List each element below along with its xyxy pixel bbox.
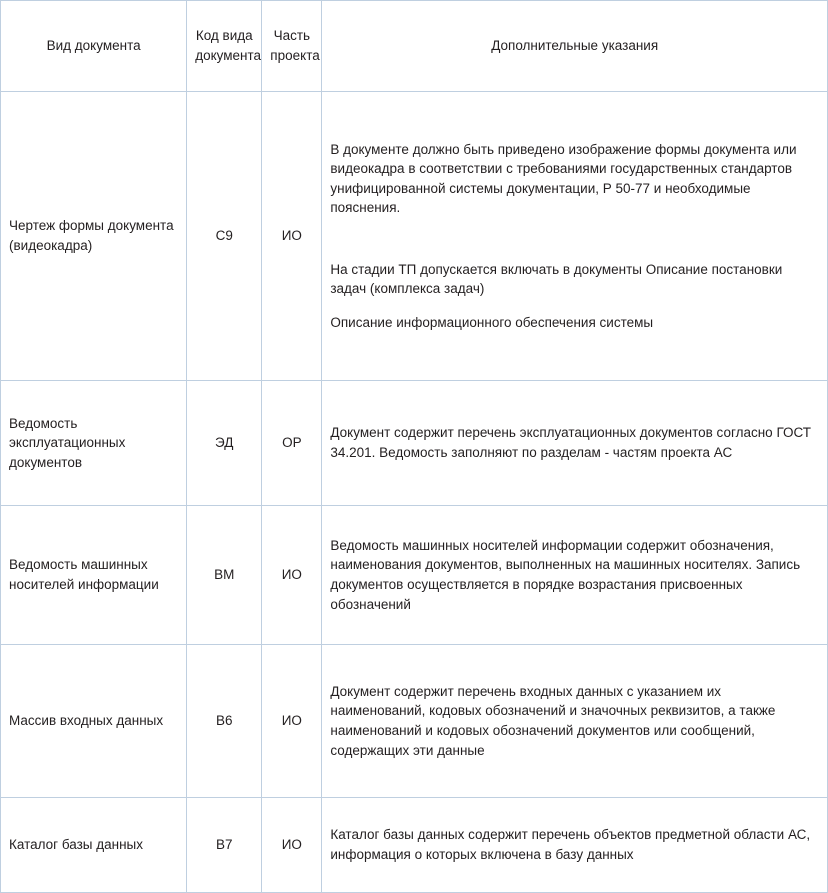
note-paragraph: Описание информационного обеспечения системы: [330, 314, 654, 330]
note-paragraph: Документ содержит перечень входных данных с указанием их наименований, кодовых обозначений и значочных реквизитов, а также наименований и кодовых обозначений документов или сообщений, содержащих эти данные: [330, 683, 776, 758]
cell-project-part: ОР: [262, 381, 322, 506]
cell-document-type: Массив входных данных: [1, 645, 187, 798]
table-header-row: [1, 1, 828, 92]
note-paragraph: В документе должно быть приведено изображение формы документа или видеокадра в соответствии с требованиями государственных стандартов унифицированной системы документации, Р 50-77 и необходимые пояснения.: [330, 141, 797, 216]
column-header-notes: Дополнительные указания: [322, 1, 828, 92]
cell-additional-notes: [322, 506, 828, 645]
cell-document-code: ВМ: [187, 506, 262, 645]
note-paragraph: Каталог базы данных содержит перечень объектов предметной области АС, информация о которых включена в базу данных: [330, 827, 811, 862]
cell-document-type: Ведомость машинных носителей информации: [1, 506, 187, 645]
cell-project-part: ИО: [262, 92, 322, 381]
cell-additional-notes: [322, 645, 828, 798]
cell-additional-notes: [322, 92, 828, 381]
cell-project-part: ИО: [262, 798, 322, 893]
table-row: [1, 381, 828, 506]
note-paragraph: Ведомость машинных носителей информации содержит обозначения, наименования документов, выполненных на машинных носителях. Запись документов осуществляется в порядке возрастания присвоенных обозначений: [330, 537, 801, 612]
column-header-code: Код вида документа: [187, 1, 262, 92]
note-paragraph: Документ содержит перечень эксплуатационных документов согласно ГОСТ 34.201. Ведомость заполняют по разделам - частям проекта АС: [330, 425, 812, 460]
table-header: [1, 1, 828, 92]
cell-additional-notes: [322, 798, 828, 893]
column-header-type: Вид документа: [1, 1, 187, 92]
table-row: [1, 506, 828, 645]
table-body: [1, 92, 828, 893]
cell-document-type: Ведомость эксплуатационных документов: [1, 381, 187, 506]
table-row: [1, 92, 828, 381]
cell-document-code: С9: [187, 92, 262, 381]
note-paragraph: На стадии ТП допускается включать в документы Описание постановки задач (комплекса задач): [330, 261, 783, 297]
cell-project-part: ИО: [262, 645, 322, 798]
cell-document-code: В6: [187, 645, 262, 798]
cell-project-part: ИО: [262, 506, 322, 645]
column-header-part: Часть проекта: [262, 1, 322, 92]
cell-document-code: В7: [187, 798, 262, 893]
cell-document-type: Каталог базы данных: [1, 798, 187, 893]
table-row: [1, 645, 828, 798]
cell-document-type: Чертеж формы документа (видеокадра): [1, 92, 187, 381]
table-row: [1, 798, 828, 893]
cell-additional-notes: [322, 381, 828, 506]
cell-document-code: ЭД: [187, 381, 262, 506]
